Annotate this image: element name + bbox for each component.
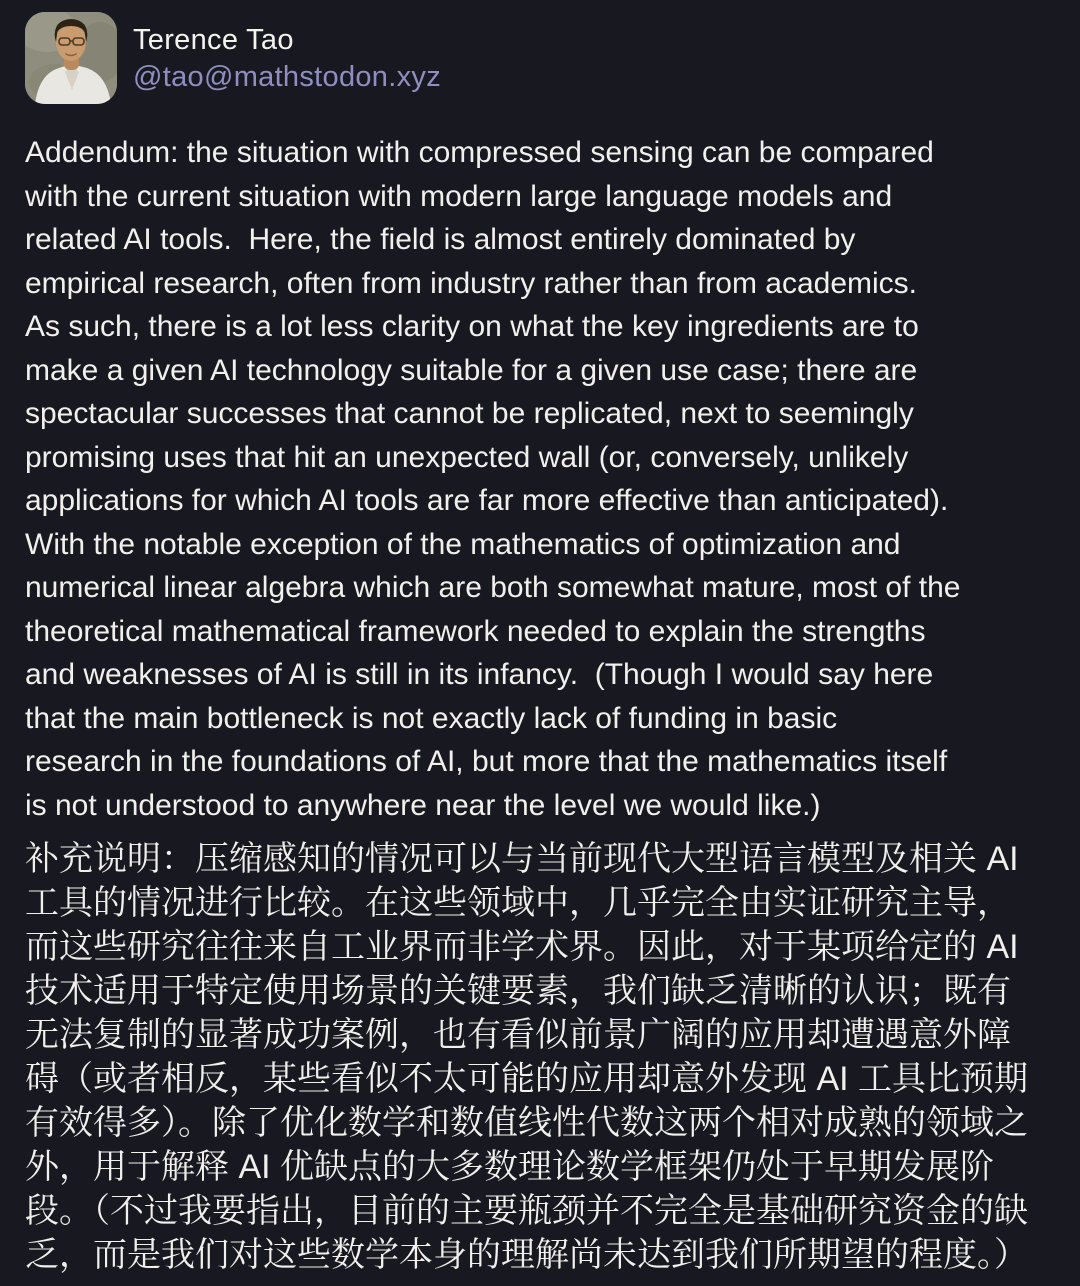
post-text-english: Addendum: the situation with compressed sensing can be compared with the current situation with modern large language models and related AI tools. Here, the field is almost entirely dominated by empirical research, often from industry rather than from academics. As such, there is a lot less clarity on what the key ingredients are to make a given AI technology suitable for a given use case; there are spectacular successes that cannot be replicated, next to seemingly promising uses that hit an unexpected wall (or, conversely, unlikely applications for which AI tools are far more effective than anticipated). With the notable exception of the mathematics of optimization and numerical linear algebra which are both somewhat mature, most of the theoretical mathematical framework needed to explain the strengths and weaknesses of AI is still in its infancy. (Though I would say here that the main bottleneck is not exactly lack of funding in basic research in the foundations of AI, but more that the mathematics itself is not understood to anywhere near the level we would like.) <box>25 136 961 822</box>
avatar[interactable] <box>25 12 117 104</box>
author-identity <box>133 25 441 92</box>
author-display-name[interactable]: Terence Tao <box>133 23 294 56</box>
post-header <box>25 12 1055 104</box>
author-handle[interactable]: @tao@mathstodon.xyz <box>133 60 441 93</box>
post-text-chinese: 补充说明：压缩感知的情况可以与当前现代大型语言模型及相关 AI 工具的情况进行比较。在这些领域中，几乎完全由实证研究主导， 而这些研究往往来自工业界而非学术界。因此，对于某项给定的 AI 技术适用于特定使用场景的关键要素，我们缺乏清晰的认识；既有 无法复制的显著成功案例，也有看似前景广阔的应用却遭遇意外障 碍（或者相反，某些看似不太可能的应用却意外发现 AI 工具比预期 有效得多）。除了优化数学和数值线性代数这两个相对成熟的领域之 外，用于解释 AI 优缺点的大多数理论数学框架仍处于早期发展阶 段。（不过我要指出，目前的主要瓶颈并不完全是基础研究资金的缺 乏，而是我们对这些数学本身的理解尚未达到我们所期望的程度。） <box>25 840 1029 1274</box>
avatar-image <box>25 12 117 104</box>
